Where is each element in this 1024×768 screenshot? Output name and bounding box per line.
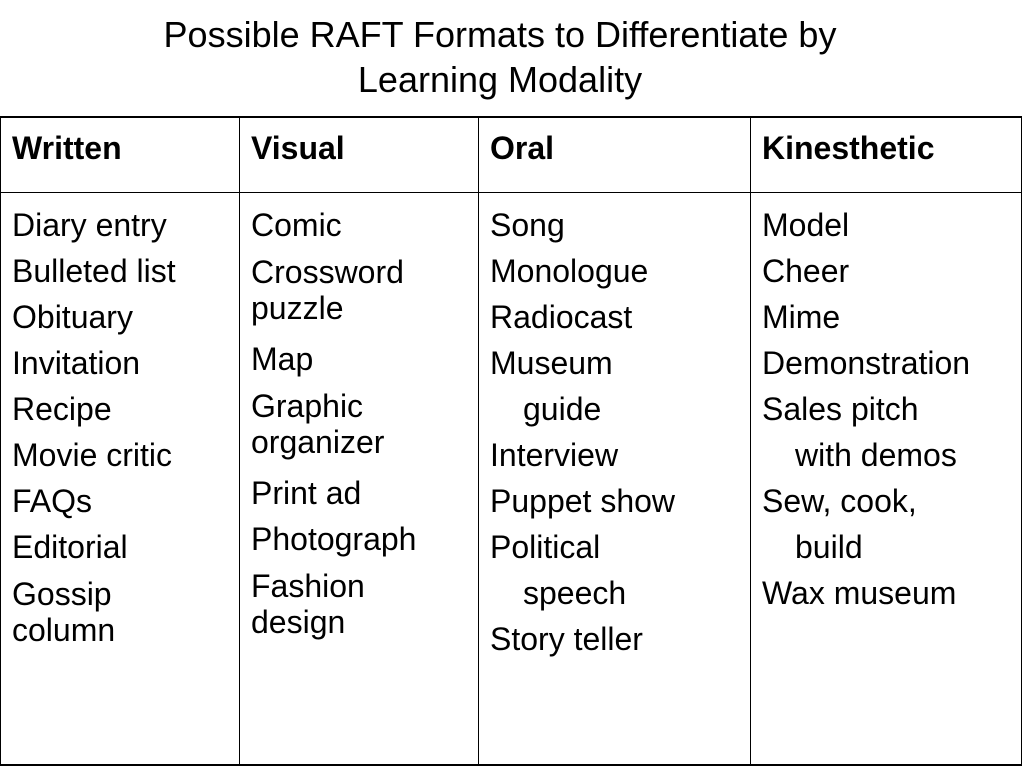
- list-visual: [251, 202, 477, 650]
- list-item: [251, 254, 477, 326]
- list-item: with demos: [795, 437, 957, 473]
- list-item-line: Crossword: [251, 254, 404, 290]
- list-item: [251, 388, 477, 460]
- list-item: Sales pitch: [762, 391, 919, 427]
- list-item: Recipe: [12, 391, 112, 427]
- column-oral: [478, 118, 751, 764]
- list-item: Map: [251, 341, 314, 377]
- list-item: [251, 568, 477, 640]
- list-item: FAQs: [12, 483, 93, 519]
- list-item: guide: [523, 391, 602, 427]
- list-item: Political: [490, 529, 601, 565]
- header-kinesthetic: Kinesthetic: [762, 130, 935, 166]
- list-item-line: puzzle: [251, 290, 344, 326]
- list-item: Sew, cook,: [762, 483, 917, 519]
- list-item-line: Fashion: [251, 568, 365, 604]
- list-item: Wax museum: [762, 575, 957, 611]
- list-item: [12, 576, 237, 648]
- list-item: Editorial: [12, 529, 128, 565]
- list-item: Bulleted list: [12, 253, 176, 289]
- column-kinesthetic: [750, 118, 1022, 764]
- list-item-line: Graphic: [251, 388, 364, 424]
- list-written: [12, 202, 237, 658]
- list-item: Monologue: [490, 253, 649, 289]
- list-item: Demonstration: [762, 345, 971, 381]
- list-item: Comic: [251, 207, 342, 243]
- list-item-line: column: [12, 612, 116, 648]
- list-item: Movie critic: [12, 437, 173, 473]
- header-oral: Oral: [490, 130, 555, 166]
- list-item: Print ad: [251, 475, 362, 511]
- title-line-2: Learning Modality: [357, 59, 643, 100]
- column-visual: [239, 118, 479, 764]
- list-item: Museum: [490, 345, 613, 381]
- list-item: Interview: [490, 437, 619, 473]
- title-line-1: Possible RAFT Formats to Differentiate by: [163, 14, 837, 55]
- list-item: Photograph: [251, 521, 417, 557]
- list-item: speech: [523, 575, 627, 611]
- list-item: Puppet show: [490, 483, 676, 519]
- header-visual: Visual: [251, 130, 345, 166]
- list-item: Obituary: [12, 299, 133, 335]
- list-item-line: organizer: [251, 424, 385, 460]
- list-item: Invitation: [12, 345, 141, 381]
- column-written: [1, 118, 239, 764]
- list-item: Model: [762, 207, 850, 243]
- list-item-line: Gossip: [12, 576, 112, 612]
- list-kinesthetic: [762, 202, 1020, 616]
- list-item: Radiocast: [490, 299, 633, 335]
- raft-formats-table: [0, 116, 1022, 766]
- list-item: Story teller: [490, 621, 643, 657]
- list-item: Song: [490, 207, 565, 243]
- list-item: Diary entry: [12, 207, 167, 243]
- list-oral: [490, 202, 749, 662]
- list-item-line: design: [251, 604, 346, 640]
- page-title: [0, 12, 1000, 102]
- header-written: Written: [12, 130, 122, 166]
- list-item: build: [795, 529, 863, 565]
- list-item: Cheer: [762, 253, 850, 289]
- list-item: Mime: [762, 299, 841, 335]
